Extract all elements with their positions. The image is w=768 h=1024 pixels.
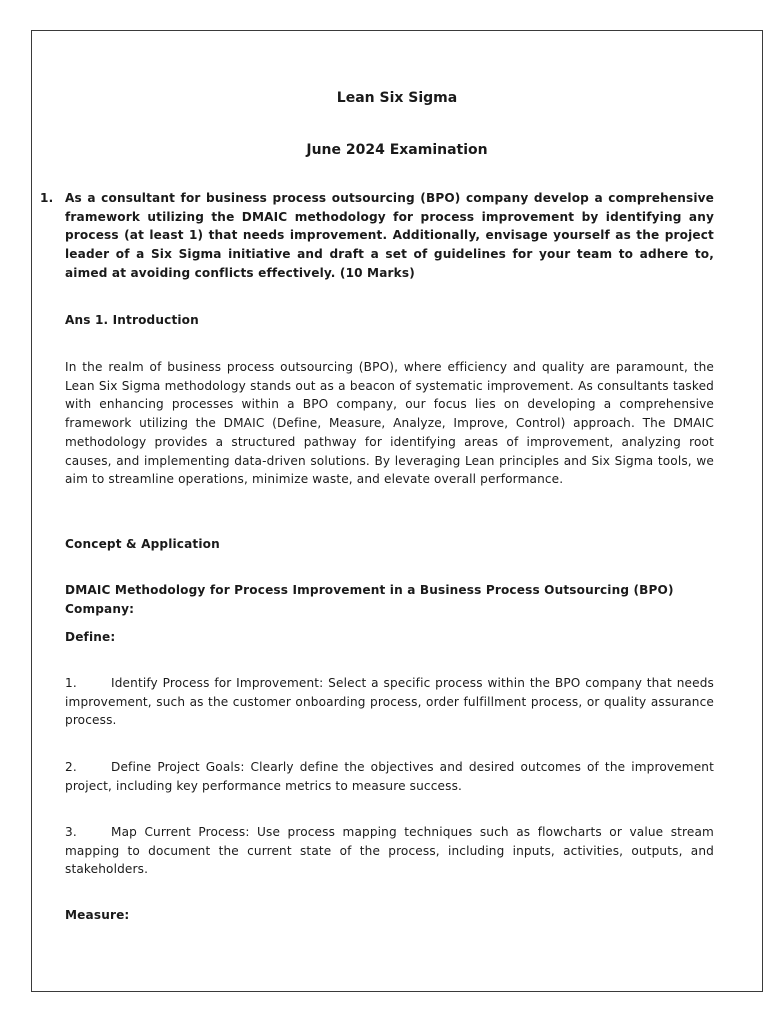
dmaic-heading: DMAIC Methodology for Process Improvement in a Business Process Outsourcing (BPO) Company:	[65, 583, 674, 616]
question-number: 1.	[40, 191, 54, 205]
question-text: As a consultant for business process outsourcing (BPO) company develop a comprehensive framework utilizing the DMAIC methodology for process improvement by identifying any process (at least 1) that needs improvement. Additionally, envisage yourself as the project leader of a Six Sigma initiative and draft a set of guidelines for your team to adhere to, aimed at avoiding conflicts effectively. (10 Marks)	[65, 191, 714, 280]
document-subtitle: June 2024 Examination	[306, 142, 488, 158]
answer-heading: Ans 1. Introduction	[65, 313, 199, 327]
define-item-2	[65, 758, 714, 795]
question-block	[40, 189, 714, 283]
define-item-3	[65, 823, 714, 879]
define-item-text: Map Current Process: Use process mapping techniques such as flowcharts or value stream mapping to document the current state of the process, including inputs, activities, outputs, and stakeholders.	[65, 825, 714, 877]
define-item-number: 3.	[65, 825, 77, 839]
document-page	[31, 30, 763, 992]
define-item-text: Define Project Goals: Clearly define the objectives and desired outcomes of the improvement project, including key performance metrics to measure success.	[65, 760, 714, 793]
define-heading: Define:	[65, 630, 116, 644]
define-item-number: 1.	[65, 676, 77, 690]
concept-heading: Concept & Application	[65, 537, 220, 551]
measure-heading: Measure:	[65, 908, 130, 922]
define-item-number: 2.	[65, 760, 77, 774]
define-item-1	[65, 674, 714, 730]
define-item-text: Identify Process for Improvement: Select a specific process within the BPO company that needs improvement, such as the customer onboarding process, order fulfillment process, or quality assurance process.	[65, 676, 714, 728]
intro-paragraph: In the realm of business process outsourcing (BPO), where efficiency and quality are paramount, the Lean Six Sigma methodology stands out as a beacon of systematic improvement. As consultants tasked with enhancing processes within a BPO company, our focus lies on developing a comprehensive framework utilizing the DMAIC (Define, Measure, Analyze, Improve, Control) approach. The DMAIC methodology provides a structured pathway for identifying areas of improvement, analyzing root causes, and implementing data-driven solutions. By leveraging Lean principles and Six Sigma tools, we aim to streamline operations, minimize waste, and elevate overall performance.	[65, 360, 714, 487]
document-title: Lean Six Sigma	[336, 90, 458, 106]
